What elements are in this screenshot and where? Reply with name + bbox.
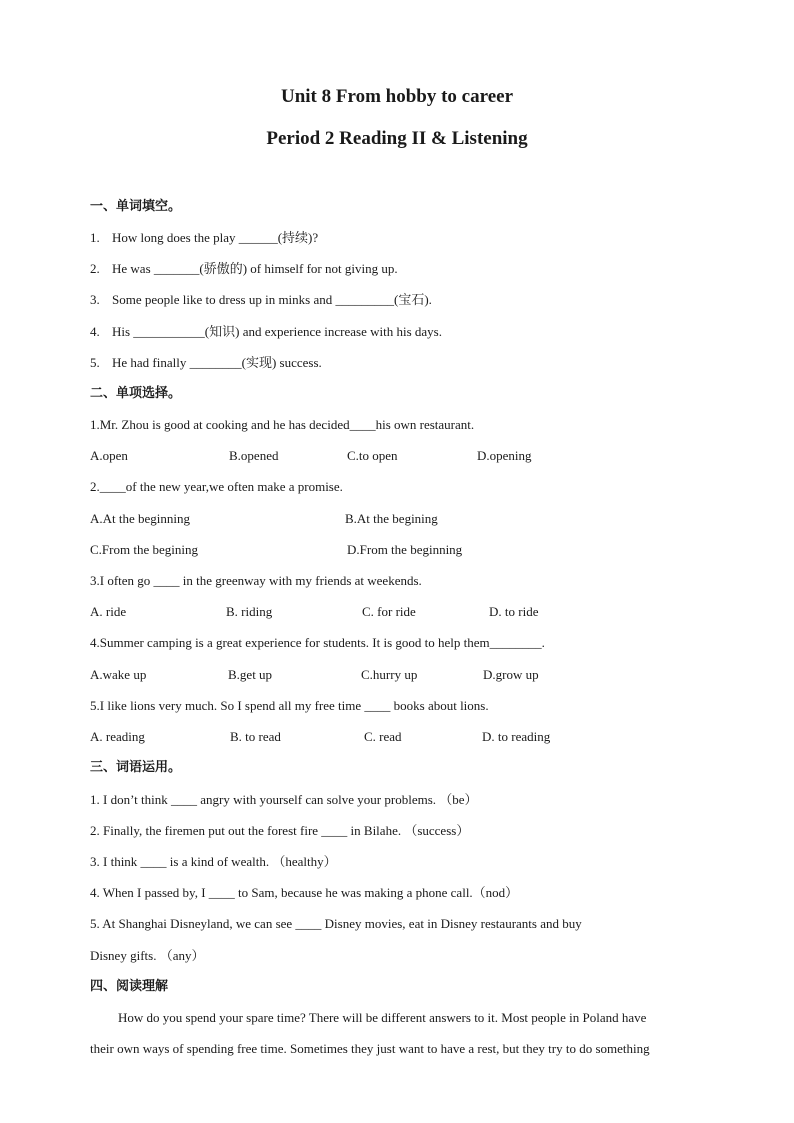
section1-item [90, 261, 398, 277]
option-b: B.opened [229, 448, 279, 463]
question-text: 1.Mr. Zhou is good at cooking and he has decided____his own restaurant. [90, 417, 475, 432]
option-b: B. riding [226, 604, 273, 619]
section1-item [90, 292, 432, 308]
item-text: His ___________(知识) and experience increase with his days. [112, 324, 442, 339]
option-b: B.At the begining [345, 511, 438, 526]
section3-item: 1. I don’t think ____ angry with yourself can solve your problems. （be） [90, 792, 478, 807]
section1-item [90, 230, 318, 246]
option-d: D.From the beginning [347, 542, 463, 557]
question-text: 4.Summer camping is a great experience for students. It is good to help them________. [90, 635, 545, 650]
page-title: Unit 8 From hobby to career [280, 86, 514, 107]
section1-heading: 一、单词填空。 [90, 199, 182, 214]
option-a: A.open [90, 448, 128, 463]
item-number: 5. [90, 355, 100, 370]
passage-line: their own ways of spending free time. Sometimes they just want to have a rest, but they try to do something [90, 1041, 650, 1056]
question-text: 2.____of the new year,we often make a promise. [90, 479, 343, 494]
option-d: D. to reading [482, 729, 551, 744]
section2-heading: 二、单项选择。 [90, 386, 182, 401]
section3-item-continued: Disney gifts. （any） [90, 948, 205, 963]
item-text: He had finally ________(实现) success. [112, 355, 322, 370]
item-number: 1. [90, 230, 100, 245]
option-a: A.At the beginning [90, 511, 191, 526]
section3-item: 3. I think ____ is a kind of wealth. （healthy） [90, 854, 337, 869]
option-d: D. to ride [489, 604, 539, 619]
section3-item: 4. When I passed by, I ____ to Sam, because he was making a phone call.（nod） [90, 885, 519, 900]
item-number: 2. [90, 261, 100, 276]
option-a: A. reading [90, 729, 145, 744]
question-text: 3.I often go ____ in the greenway with my friends at weekends. [90, 573, 422, 588]
option-a: A. ride [90, 604, 127, 619]
item-text: How long does the play ______(持续)? [112, 230, 319, 245]
item-number: 3. [90, 292, 100, 307]
section3-item: 2. Finally, the firemen put out the forest fire ____ in Bilahe. （success） [90, 823, 470, 838]
page-subtitle: Period 2 Reading II & Listening [266, 128, 528, 149]
option-d: D.opening [477, 448, 532, 463]
item-text: He was _______(骄傲的) of himself for not giving up. [112, 261, 398, 276]
option-d: D.grow up [483, 667, 539, 682]
option-c: C.From the begining [90, 542, 198, 557]
option-c: C. for ride [362, 604, 416, 619]
option-c: C. read [364, 729, 402, 744]
section3-heading: 三、词语运用。 [90, 760, 182, 775]
option-c: C.hurry up [361, 667, 418, 682]
section1-item [90, 324, 442, 340]
passage-line: How do you spend your spare time? There will be different answers to it. Most people in Poland have [118, 1010, 647, 1025]
section3-item: 5. At Shanghai Disneyland, we can see ____ Disney movies, eat in Disney restaurants and buy [90, 916, 582, 931]
option-b: B. to read [230, 729, 281, 744]
option-c: C.to open [347, 448, 398, 463]
option-b: B.get up [228, 667, 273, 682]
question-text: 5.I like lions very much. So I spend all my free time ____ books about lions. [90, 698, 489, 713]
section1-item [90, 355, 322, 371]
item-number: 4. [90, 324, 100, 339]
item-text: Some people like to dress up in minks and _________(宝石). [112, 292, 432, 307]
option-a: A.wake up [90, 667, 147, 682]
section4-heading: 四、阅读理解 [90, 979, 169, 994]
